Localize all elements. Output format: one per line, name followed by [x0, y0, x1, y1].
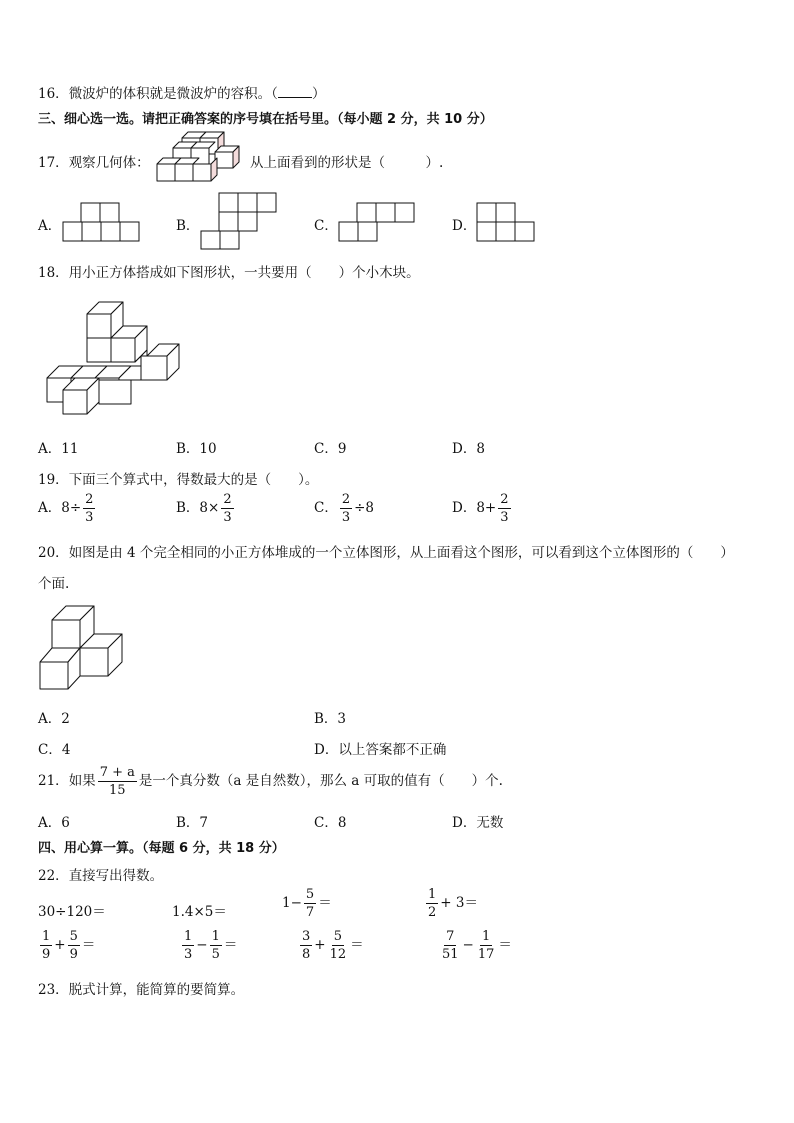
calc-7: $\frac{3}{8}$ + $\frac{5}{12}$ ＝: [302, 929, 364, 962]
question-text: 微波炉的体积就是微波炉的容积。（: [68, 86, 278, 102]
option-d-shape[interactable]: [476, 202, 536, 242]
calc-2: 1.4×5＝: [172, 904, 227, 920]
option-d[interactable]: D．无数: [452, 815, 504, 831]
option-a-shape[interactable]: [62, 202, 140, 242]
question-17-prompt: 从上面看到的形状是（ ）.: [250, 155, 444, 171]
answer-blank[interactable]: [278, 85, 312, 98]
fraction: $\frac{1}{5}$: [211, 929, 220, 962]
option-a-label[interactable]: A．: [38, 218, 62, 234]
fraction: $\frac{7 + a}{15}$: [99, 765, 135, 798]
option-b[interactable]: B．8× $\frac{2}{3}$: [176, 492, 232, 525]
question-17: 17．观察几何体：: [38, 155, 150, 171]
option-d-label[interactable]: D．: [452, 218, 477, 234]
fraction: $\frac{1}{2}$: [428, 887, 437, 920]
section-4-title: 四、用心算一算。（每题 6 分，共 18 分）: [38, 841, 285, 856]
question-18: 18．用小正方体搭成如下图形状，一共要用（ ）个小木块。: [38, 265, 420, 281]
fraction: $\frac{5}{7}$: [305, 887, 315, 920]
option-b[interactable]: B．10: [176, 441, 217, 457]
solid-figure-q18: [45, 300, 185, 418]
question-20: 20．如图是由 4 个完全相同的小正方体堆成的一个立体图形，从上面看这个图形，可以看到这个立体图形的（ ）: [38, 545, 734, 561]
calc-5: $\frac{1}{9}$ + $\frac{5}{9}$ ＝: [42, 929, 96, 962]
fraction: $\frac{1}{17}$: [477, 929, 495, 962]
option-d[interactable]: D．以上答案都不正确: [314, 742, 447, 758]
question-number: 21．: [38, 773, 69, 789]
question-number: 16．: [38, 86, 69, 102]
question-22: 22．直接写出得数。: [38, 868, 164, 884]
fraction: $\frac{5}{12}$: [329, 929, 347, 962]
option-c[interactable]: C． $\frac{2}{3}$ ÷8: [314, 492, 375, 525]
question-23: 23．脱式计算，能简算的要简算。: [38, 982, 245, 998]
solid-figure-q20: [38, 604, 128, 692]
fraction: $\frac{2}{3}$: [85, 492, 94, 525]
question-number: 18．: [38, 265, 69, 281]
section-3-title: 三、细心选一选。请把正确答案的序号填在括号里。（每小题 2 分，共 10 分）: [38, 112, 493, 127]
fraction: $\frac{2}{3}$: [500, 492, 509, 525]
fraction: $\frac{5}{9}$: [69, 929, 78, 962]
option-a[interactable]: A．8÷ $\frac{2}{3}$: [38, 492, 94, 525]
question-number: 20．: [38, 545, 69, 561]
calc-8: $\frac{7}{51}$ − $\frac{1}{17}$ ＝: [442, 929, 512, 962]
solid-figure-q17: [155, 130, 245, 185]
option-c[interactable]: C．8: [314, 815, 347, 831]
fraction: $\frac{1}{9}$: [42, 929, 51, 962]
calc-3: 1− $\frac{5}{7}$ ＝: [282, 887, 332, 920]
option-c-label[interactable]: C．: [314, 218, 338, 234]
fraction: $\frac{3}{8}$: [302, 929, 311, 962]
fraction: $\frac{1}{3}$: [184, 929, 193, 962]
question-number: 17．: [38, 155, 69, 171]
calc-4: $\frac{1}{2}$ + 3＝: [428, 887, 478, 920]
question-21: 21．如果 $\frac{7 + a}{15}$ 是一个真分数（a 是自然数），那么 a 可取的值有（ ）个.: [38, 765, 503, 798]
fraction: $\frac{2}{3}$: [223, 492, 232, 525]
option-b-shape[interactable]: [200, 192, 278, 250]
option-a[interactable]: A．11: [38, 441, 79, 457]
option-a[interactable]: A．2: [38, 711, 70, 727]
question-number: 23．: [38, 982, 69, 998]
question-19: 19．下面三个算式中，得数最大的是（ ）。: [38, 472, 319, 488]
option-b-label[interactable]: B．: [176, 218, 200, 234]
question-number: 22．: [38, 868, 69, 884]
option-b[interactable]: B．3: [314, 711, 347, 727]
option-b[interactable]: B．7: [176, 815, 209, 831]
fraction: $\frac{2}{3}$: [341, 492, 351, 525]
option-c[interactable]: C．9: [314, 441, 347, 457]
question-number: 19．: [38, 472, 69, 488]
calc-6: $\frac{1}{3}$ − $\frac{1}{5}$ ＝: [184, 929, 238, 962]
option-a[interactable]: A．6: [38, 815, 70, 831]
option-d[interactable]: D．8: [452, 441, 485, 457]
question-20-cont: 个面.: [38, 576, 70, 592]
option-c[interactable]: C．4: [38, 742, 71, 758]
fraction: $\frac{7}{51}$: [442, 929, 459, 962]
option-c-shape[interactable]: [338, 202, 416, 242]
question-16: 16．微波炉的体积就是微波炉的容积。（ ）: [38, 86, 326, 102]
calc-1: 30÷120＝: [38, 904, 106, 920]
option-d[interactable]: D．8+ $\frac{2}{3}$: [452, 492, 509, 525]
